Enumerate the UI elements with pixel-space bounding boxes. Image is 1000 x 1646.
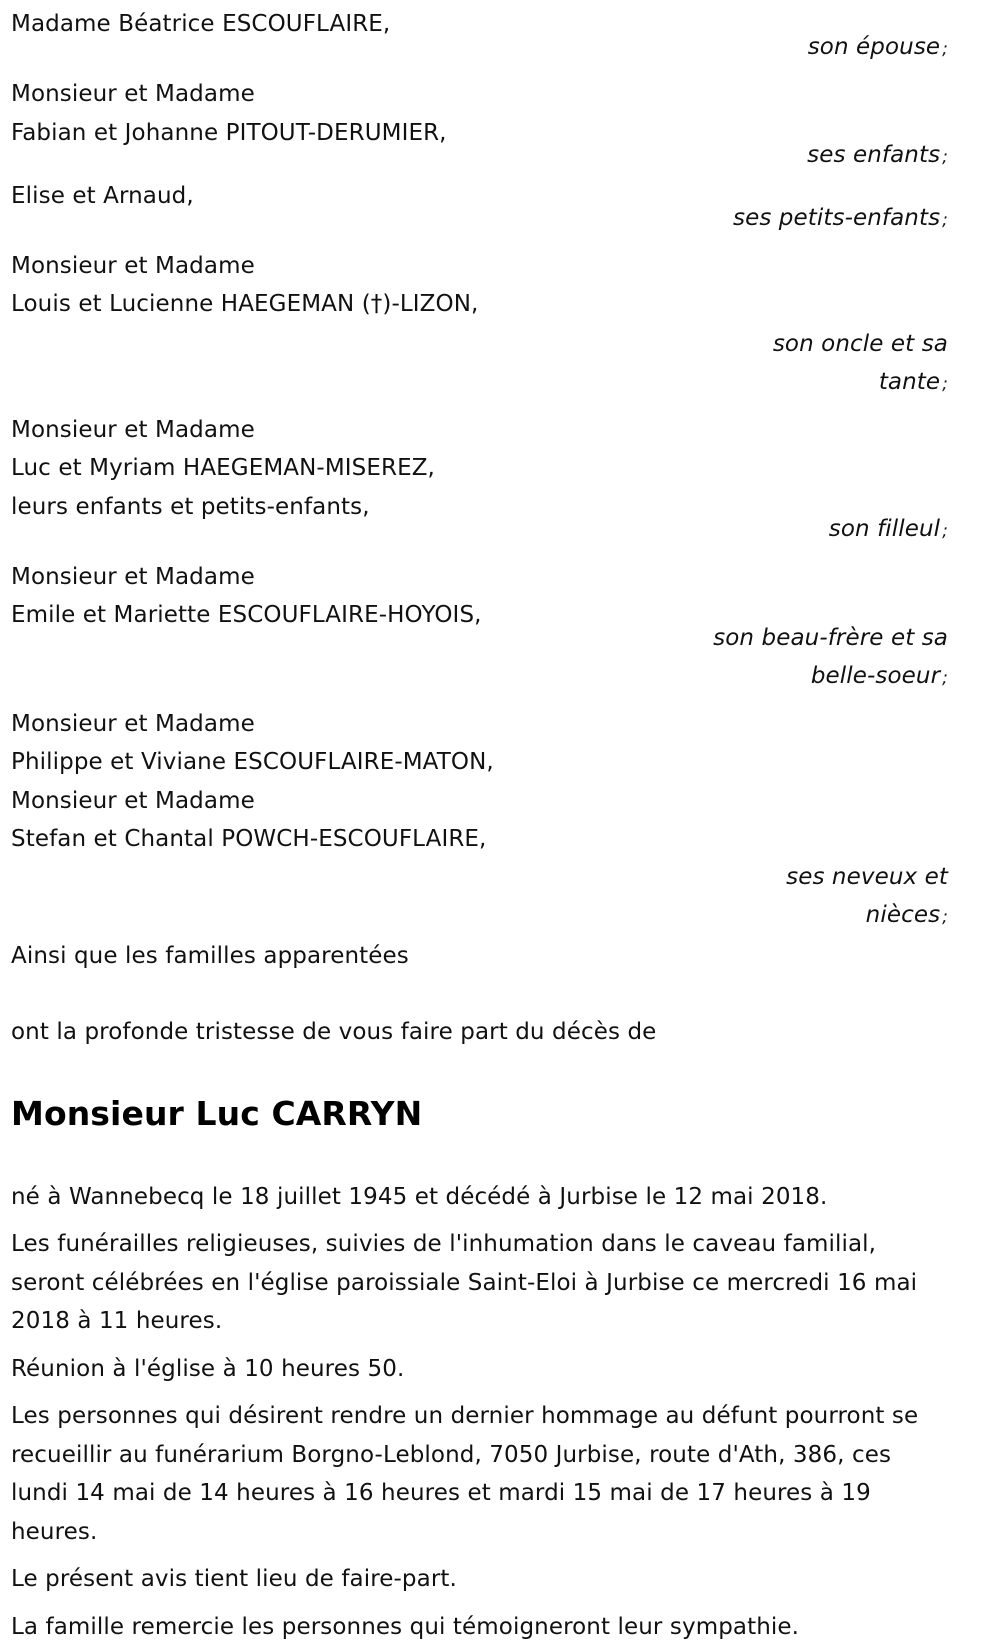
family-group-spouse: [11, 5, 948, 68]
family-name-line: Louis et Lucienne HAEGEMAN (†)-LIZON,: [11, 285, 948, 324]
relation-label: [698, 28, 948, 69]
family-name-line: Emile et Mariette ESCOUFLAIRE-HOYOIS,: [11, 596, 948, 635]
relation-text: nièces: [866, 902, 941, 928]
family-group-grandchildren: [11, 177, 948, 240]
family-group-in-laws: [11, 558, 948, 698]
deceased-name: Monsieur Luc CARRYN: [11, 1094, 948, 1134]
family-group-children: [11, 75, 948, 177]
relation-text: son filleul: [829, 516, 940, 542]
relation-terminator: ;: [942, 210, 948, 230]
funeral-paragraph: Les funérailles religieuses, suivies de l'inhumation dans le caveau familial, seront célébrées en l'église paroissiale Saint-Eloi à Jurbise ce mercredi 16 mai 2018 à 11 heures.: [11, 1225, 948, 1341]
family-group-uncle-aunt: [11, 247, 948, 404]
relation-terminator: ;: [942, 147, 948, 167]
announcement-line: ont la profonde tristesse de vous faire part du décès de: [11, 1013, 948, 1052]
family-name-line: Madame Béatrice ESCOUFLAIRE,: [11, 5, 948, 44]
family-group-nephews-nieces: [11, 705, 948, 937]
relation-terminator: ;: [942, 39, 948, 59]
relation-text: ses petits-enfants: [733, 205, 940, 231]
relation-label: [698, 325, 948, 404]
visitation-paragraph: Les personnes qui désirent rendre un dernier hommage au défunt pourront se recueillir au funérarium Borgno-Leblond, 7050 Jurbise, route d'Ath, 386, ces lundi 14 mai de 14 heures à 16 heures et mardi 15 mai de 17 heures à 19 heures.: [11, 1397, 948, 1551]
birth-death-paragraph: né à Wannebecq le 18 juillet 1945 et décédé à Jurbise le 12 mai 2018.: [11, 1178, 948, 1217]
relation-terminator: ;: [942, 907, 948, 927]
family-names: [11, 247, 948, 324]
relation-terminator: ;: [942, 521, 948, 541]
notice-paragraph: Le présent avis tient lieu de faire-part.: [11, 1560, 948, 1599]
family-name-line: Monsieur et Madame: [11, 247, 948, 286]
relation-text: son épouse: [808, 34, 940, 60]
relation-label: [698, 510, 948, 551]
relation-terminator: ;: [942, 668, 948, 688]
relation-text: belle-soeur: [811, 663, 940, 689]
family-name-line: Philippe et Viviane ESCOUFLAIRE-MATON,: [11, 743, 948, 782]
family-names: [11, 411, 948, 527]
relation-text: son beau-frère et sa: [713, 625, 948, 651]
family-name-line: Fabian et Johanne PITOUT-DERUMIER,: [11, 114, 948, 153]
family-names: [11, 705, 948, 859]
family-group-godson: [11, 411, 948, 551]
family-name-line: Monsieur et Madame: [11, 705, 948, 744]
thanks-paragraph: La famille remercie les personnes qui témoigneront leur sympathie.: [11, 1608, 948, 1646]
relation-text: son oncle et sa: [773, 331, 948, 357]
closing-family-line: Ainsi que les familles apparentées: [11, 937, 948, 976]
family-name-line: Elise et Arnaud,: [11, 177, 948, 216]
relation-text: tante: [879, 369, 940, 395]
relation-terminator: ;: [942, 374, 948, 394]
meeting-paragraph: Réunion à l'église à 10 heures 50.: [11, 1350, 948, 1389]
family-name-line: Monsieur et Madame: [11, 558, 948, 597]
family-name-line: Monsieur et Madame: [11, 411, 948, 450]
relation-text: ses neveux et: [786, 864, 948, 890]
family-name-line: Monsieur et Madame: [11, 782, 948, 821]
family-name-line: Stefan et Chantal POWCH-ESCOUFLAIRE,: [11, 820, 948, 859]
relation-label: [698, 858, 948, 937]
relation-label: [648, 199, 948, 240]
relation-label: [698, 619, 948, 698]
relation-label: [698, 136, 948, 177]
family-name-line: leurs enfants et petits-enfants,: [11, 488, 948, 527]
relation-text: ses enfants: [807, 142, 940, 168]
family-name-line: Luc et Myriam HAEGEMAN-MISEREZ,: [11, 449, 948, 488]
family-name-line: Monsieur et Madame: [11, 75, 948, 114]
